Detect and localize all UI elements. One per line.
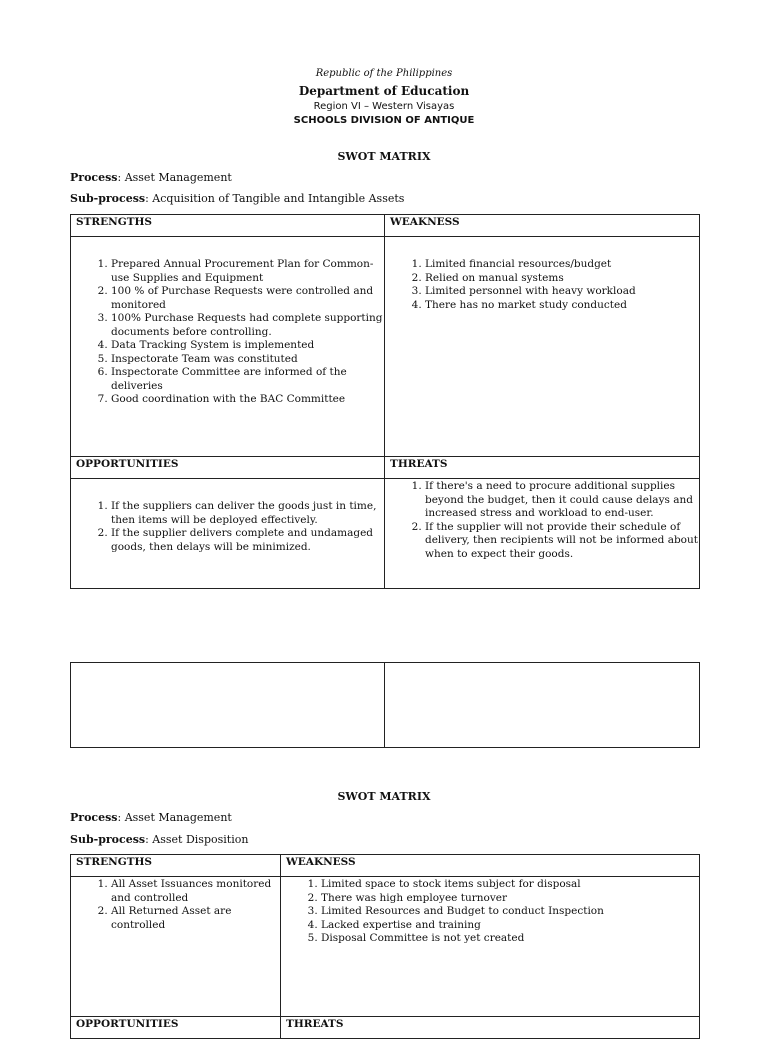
strengths-list (71, 878, 280, 932)
opportunities-cell (71, 479, 385, 589)
process-label: Process (70, 811, 118, 824)
empty-cell-left (71, 663, 385, 748)
list-item: 4. Data Tracking System is implemented (111, 339, 384, 353)
list-item: 2. 100 % of Purchase Requests were controlled and monitored (111, 285, 384, 312)
process-label: Process (70, 171, 118, 184)
list-item: 7. Good coordination with the BAC Committee (111, 393, 384, 407)
list-item: 2. Relied on manual systems (425, 272, 699, 286)
threats-header: THREATS (281, 1017, 700, 1039)
list-item: 1. Limited space to stock items subject for disposal (321, 878, 699, 892)
matrix1-subprocess (70, 192, 404, 205)
process-value: : Asset Management (117, 811, 232, 824)
list-item: 4. Lacked expertise and training (321, 919, 699, 933)
matrix1-title: SWOT MATRIX (337, 150, 431, 163)
matrix2-title: SWOT MATRIX (337, 790, 431, 803)
empty-table (70, 662, 700, 748)
process-value: : Asset Management (117, 171, 232, 184)
list-item: 1. All Asset Issuances monitored and controlled (111, 878, 280, 905)
weakness-header: WEAKNESS (385, 215, 700, 237)
strengths-cell (71, 237, 385, 457)
list-item: 2. There was high employee turnover (321, 892, 699, 906)
subprocess-label: Sub-process (70, 192, 146, 205)
republic-line: Republic of the Philippines (315, 68, 453, 79)
subprocess-value: : Acquisition of Tangible and Intangible Assets (145, 192, 405, 205)
weakness-header: WEAKNESS (281, 855, 700, 877)
list-item: 5. Disposal Committee is not yet created (321, 932, 699, 946)
weakness-cell (385, 237, 700, 457)
region-line: Region VI – Western Visayas (313, 101, 455, 112)
threats-header: THREATS (385, 457, 700, 479)
list-item: 2. All Returned Asset are controlled (111, 905, 280, 932)
list-item: 4. There has no market study conducted (425, 299, 699, 313)
list-item: 3. Limited personnel with heavy workload (425, 285, 699, 299)
weakness-cell (281, 877, 700, 1017)
strengths-header: STRENGTHS (71, 215, 385, 237)
strengths-header: STRENGTHS (71, 855, 281, 877)
list-item: 5. Inspectorate Team was constituted (111, 353, 384, 367)
opportunities-header: OPPORTUNITIES (71, 1017, 281, 1039)
list-item: 1. If there's a need to procure additional supplies beyond the budget, then it could cause delays and increased stress and workload to end-user. (425, 480, 699, 521)
subprocess-value: : Asset Disposition (145, 833, 249, 846)
list-item: 6. Inspectorate Committee are informed of the deliveries (111, 366, 384, 393)
matrix2-subprocess (70, 833, 248, 846)
threats-list (385, 480, 699, 561)
subprocess-label: Sub-process (70, 833, 146, 846)
list-item: 1. If the suppliers can deliver the goods just in time, then items will be deployed effectively. (111, 500, 384, 527)
department-line: Department of Education (298, 84, 470, 98)
opportunities-list (71, 500, 384, 554)
empty-cell-right (385, 663, 700, 748)
list-item: 2. If the supplier delivers complete and undamaged goods, then delays will be minimized. (111, 527, 384, 554)
list-item: 1. Prepared Annual Procurement Plan for Common-use Supplies and Equipment (111, 258, 384, 285)
weakness-list (281, 878, 699, 946)
strengths-cell (71, 877, 281, 1017)
matrix1-process (70, 171, 232, 184)
list-item: 1. Limited financial resources/budget (425, 258, 699, 272)
list-item: 2. If the supplier will not provide their schedule of delivery, then recipients will not be informed about when to expect their goods. (425, 521, 699, 562)
swot-table-disposition (70, 854, 700, 1039)
list-item: 3. 100% Purchase Requests had complete supporting documents before controlling. (111, 312, 384, 339)
weakness-list (385, 258, 699, 312)
division-line: SCHOOLS DIVISION OF ANTIQUE (293, 115, 475, 126)
threats-cell (385, 479, 700, 589)
strengths-list (71, 258, 384, 407)
list-item: 3. Limited Resources and Budget to conduct Inspection (321, 905, 699, 919)
matrix2-process (70, 811, 232, 824)
opportunities-header: OPPORTUNITIES (71, 457, 385, 479)
swot-table-acquisition (70, 214, 700, 589)
